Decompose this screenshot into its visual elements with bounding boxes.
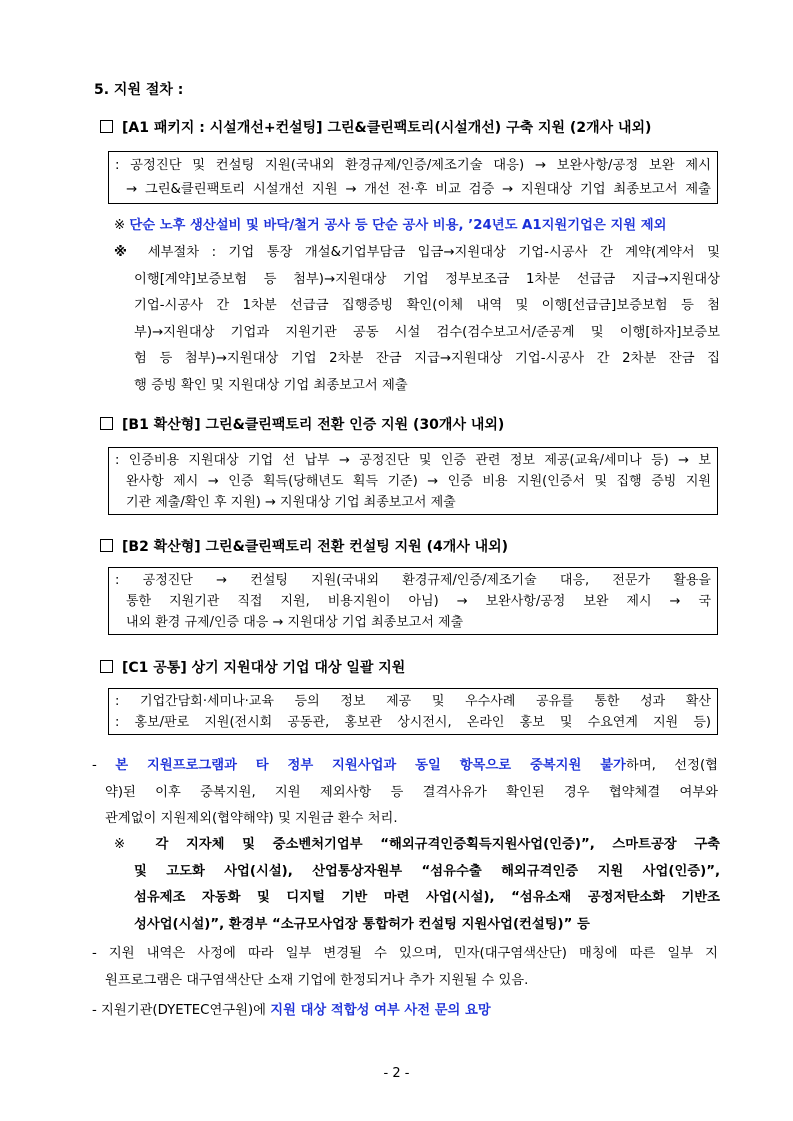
bullet-text: 원프로그램은 대구염색산단 소재 기업에 한정되거나 추가 지원될 수 있음. xyxy=(105,972,529,988)
program-line: 섬유제조 자동화 및 디지털 기반 마련 사업(시설), “섬유소재 공정저탄소화 기반조 xyxy=(134,890,720,905)
page-number: - 2 - xyxy=(383,1066,410,1081)
heading-a1 xyxy=(100,117,651,137)
heading-c1 xyxy=(100,657,405,677)
duplicate-warning: 본 지원프로그램과 타 정부 지원사업과 동일 항목으로 중복지원 불가 xyxy=(115,758,626,773)
detail-line: 기업-시공사 간 1차분 선급금 집행증빙 확인(이체 내역 및 이행[선급금]보증보험 등 첨 xyxy=(134,298,720,313)
heading-b1 xyxy=(100,414,504,434)
heading-b1-text: [B1 확산형] 그린&클린팩토리 전환 인증 지원 (30개사 내외) xyxy=(122,417,505,433)
bullet-inquiry xyxy=(92,998,718,1025)
procedure-line: 기관 제출/확인 후 지원) → 지원대상 기업 최종보고서 제출 xyxy=(126,495,456,510)
procedure-line: 완사항 제시 → 인증 획득(당해년도 획득 기준) → 인증 비용 지원(인증서 및 집행 증빙 지원 xyxy=(126,474,711,489)
program-line: 및 고도화 사업(시설), 산업통상자원부 “섬유수출 해외규격인증 지원 사업(인증)”, xyxy=(134,863,720,879)
procedure-line: : 공정진단 → 컨설팅 지원(국내외 환경규제/인증/제조기술 대응, 전문가 활용을 xyxy=(115,573,711,588)
checkbox-square-icon xyxy=(100,120,113,133)
bullet-changes xyxy=(92,941,718,994)
detail-line: 이행[계약]보증보험 등 첨부)→지원대상 기업 정부보조금 1차분 선급금 지급→지원대상 xyxy=(134,271,720,287)
bullet-text: 관계없이 지원제외(협약해약) 및 지원금 환수 처리. xyxy=(105,811,398,826)
note-mark: ※ xyxy=(114,837,139,852)
heading-c1-text: [C1 공통] 상기 지원대상 기업 대상 일괄 지원 xyxy=(122,660,406,676)
heading-b2 xyxy=(100,536,508,556)
heading-b2-text: [B2 확산형] 그린&클린팩토리 전환 컨설팅 지원 (4개사 내외) xyxy=(122,539,509,555)
note-mark: ※ xyxy=(114,245,136,260)
detail-line: 부)→지원대상 기업과 지원기관 공동 시설 검수(검수보고서/준공계 및 이행[하자]보증보 xyxy=(134,324,720,340)
note-a1-detail-steps xyxy=(114,240,720,399)
section-title: 5. 지원 절차 : xyxy=(94,82,184,98)
checkbox-square-icon xyxy=(100,539,113,552)
dash-mark: - xyxy=(92,1003,97,1018)
checkbox-square-icon xyxy=(100,660,113,673)
procedure-box-a1 xyxy=(108,151,718,204)
procedure-line: : 공정진단 및 컨설팅 지원(국내외 환경규제/인증/제조기술 대응) → 보완사항/공정 보완 제시 xyxy=(115,158,711,173)
detail-line: 험 등 첨부)→지원대상 기업 2차분 잔금 지급→지원대상 기업-시공사 간 2차분 잔금 집 xyxy=(134,351,720,366)
note-related-programs xyxy=(114,832,720,938)
program-line: 성사업(시설)”, 환경부 “소규모사업장 통합허가 컨설팅 지원사업(컨설팅)” 등 xyxy=(134,916,590,932)
bullet-text: 하며, 선정(협 xyxy=(625,758,718,773)
note-mark: ※ xyxy=(114,218,126,233)
bullet-text: 지원 내역은 사정에 따라 일부 변경될 수 있으며, 민자(대구염색산단) 매칭에 따른 일부 지 xyxy=(108,946,718,961)
inquiry-request: 지원 대상 적합성 여부 사전 문의 요망 xyxy=(270,1003,491,1018)
procedure-box-c1 xyxy=(108,688,718,735)
dash-mark: - xyxy=(92,946,97,961)
dash-mark: - xyxy=(92,758,97,773)
procedure-line: : 홍보/판로 지원(전시회 공동관, 홍보관 상시전시, 온라인 홍보 및 수요연계 지원 등) xyxy=(115,715,711,730)
detail-line: 세부절차 : 기업 통장 개설&기업부담금 입금→지원대상 기업-시공사 간 계약(계약서 및 xyxy=(147,245,720,260)
procedure-box-b2 xyxy=(108,567,718,635)
checkbox-square-icon xyxy=(100,417,113,430)
program-line: 각 지자체 및 중소벤처기업부 “해외규격인증획득지원사업(인증)”, 스마트공장 구축 xyxy=(155,837,720,852)
bullet-text: 약)된 이후 중복지원, 지원 제외사항 등 결격사유가 확인된 경우 협약체결 여부와 xyxy=(105,784,718,800)
procedure-line: : 기업간담회·세미나·교육 등의 정보 제공 및 우수사례 공유를 통한 성과 확산 xyxy=(115,694,711,709)
note-a1-exclusion xyxy=(114,213,720,240)
procedure-line: → 그린&클린팩토리 시설개선 지원 → 개선 전·후 비교 검증 → 지원대상 기업 최종보고서 제출 xyxy=(126,182,711,197)
bullet-duplicate-support xyxy=(92,753,718,833)
heading-a1-text: [A1 패키지 : 시설개선+컨설팅] 그린&클린팩토리(시설개선) 구축 지원 (2개사 내외) xyxy=(122,120,652,136)
procedure-line: : 인증비용 지원대상 기업 선 납부 → 공정진단 및 인증 관련 정보 제공(교육/세미나 등) → 보 xyxy=(115,453,711,468)
procedure-line: 내외 환경 규제/인증 대응 → 지원대상 기업 최종보고서 제출 xyxy=(126,615,464,630)
bullet-text: 지원기관(DYETEC연구원)에 xyxy=(101,1003,267,1018)
exclusion-text: 단순 노후 생산설비 및 바닥/철거 공사 등 단순 공사 비용, ’24년도 A1지원기업은 지원 제외 xyxy=(129,218,667,233)
procedure-line: 통한 지원기관 직접 지원, 비용지원이 아님) → 보완사항/공정 보완 제시 → 국 xyxy=(126,594,711,609)
detail-line: 행 증빙 확인 및 지원대상 기업 최종보고서 제출 xyxy=(134,377,408,393)
procedure-box-b1 xyxy=(108,447,718,515)
